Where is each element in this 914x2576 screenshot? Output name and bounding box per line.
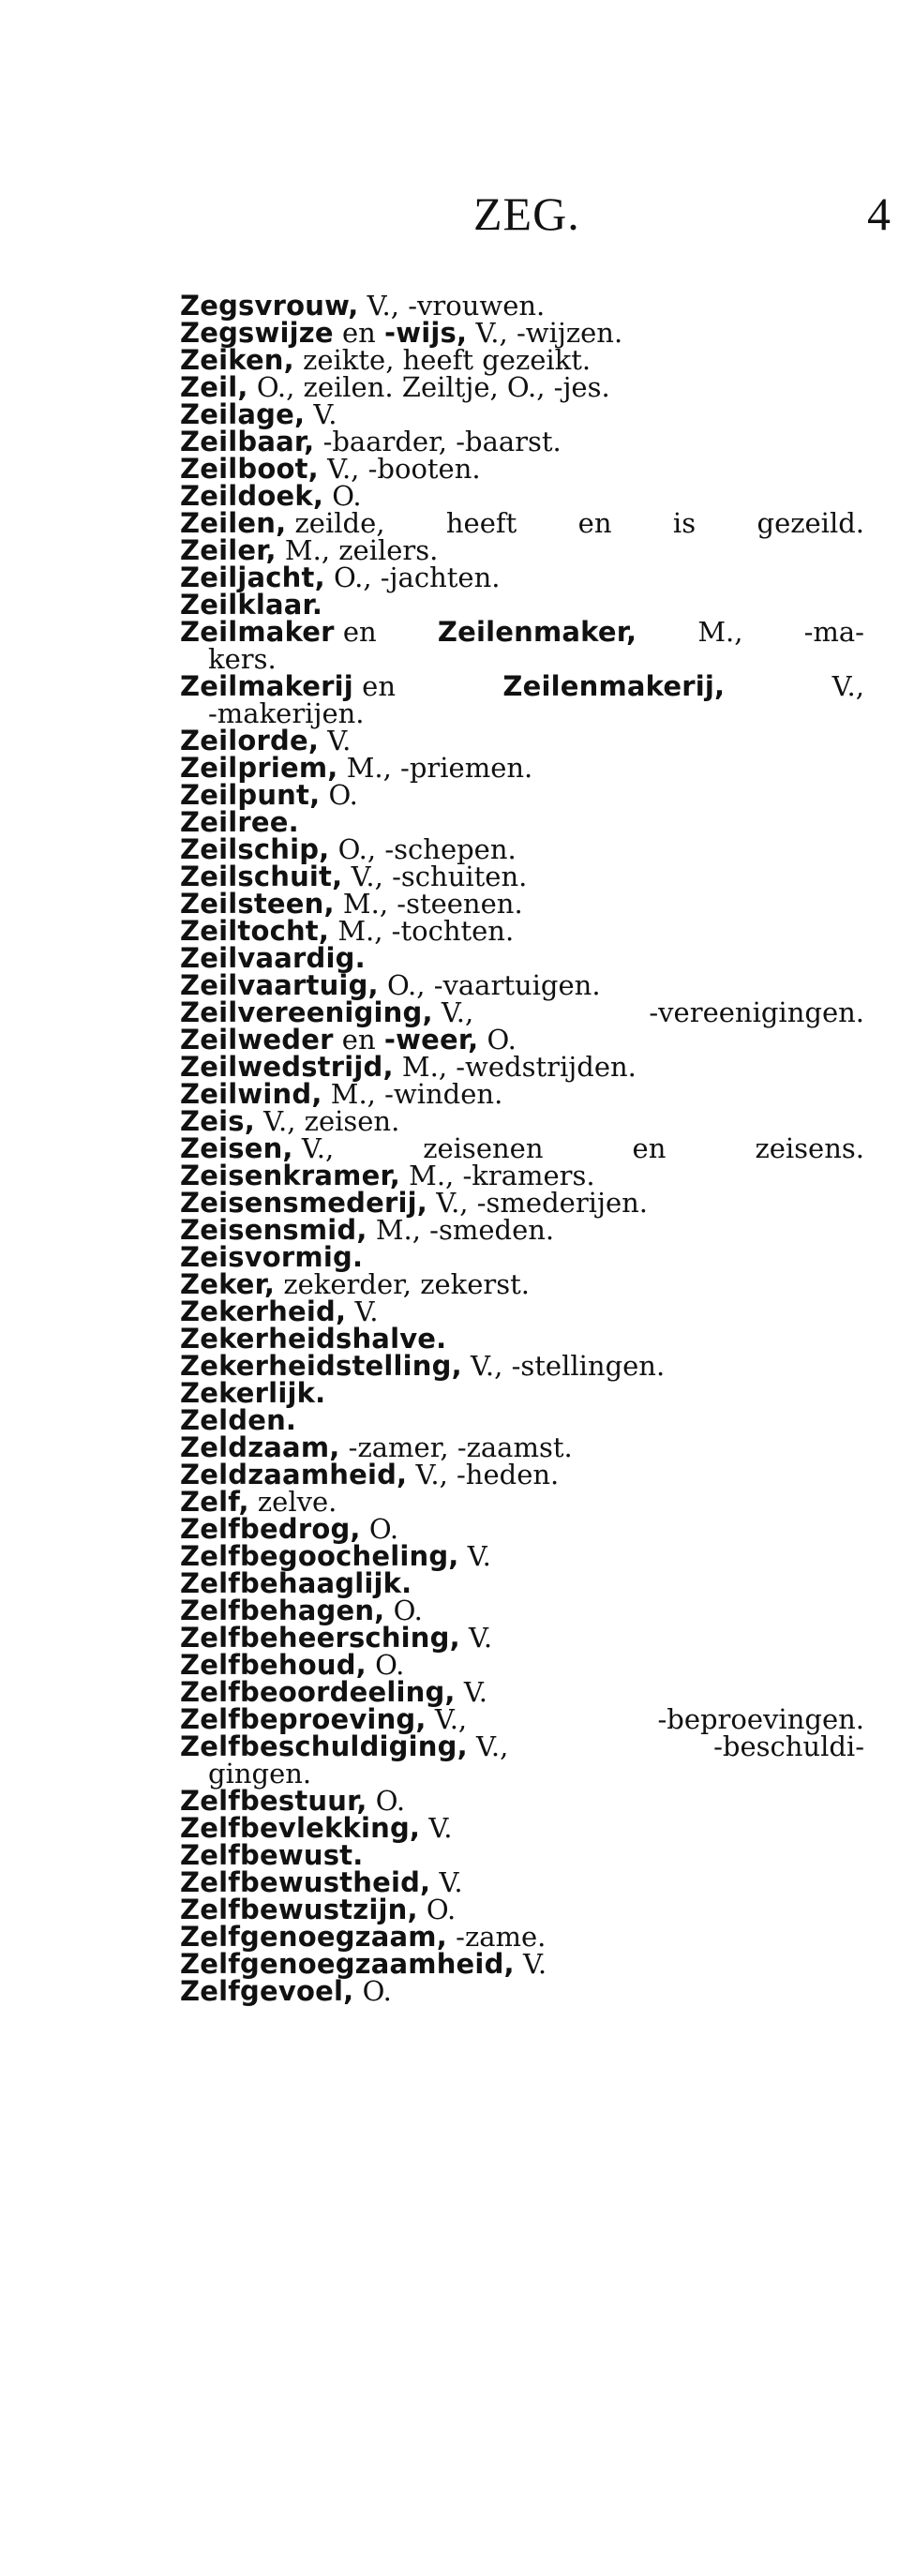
dictionary-entry xyxy=(180,727,864,755)
dictionary-entry xyxy=(180,480,864,512)
dictionary-entry xyxy=(180,1187,864,1219)
entry-text: V., -heden. xyxy=(415,1459,560,1490)
entry-continuation xyxy=(180,1760,864,1788)
headword: Zeisensmederij, xyxy=(180,1187,427,1219)
entry-word: V., xyxy=(301,1132,335,1164)
entry-text: M., -winden. xyxy=(330,1078,503,1110)
headword: Zeilenmakerij, xyxy=(502,670,726,702)
dictionary-entry xyxy=(180,1105,864,1137)
entry-text: en xyxy=(341,317,376,349)
headword: Zeiljacht, xyxy=(180,562,325,593)
dictionary-entry xyxy=(180,564,864,592)
headword: Zeilorde, xyxy=(180,725,320,756)
headword: Zeiltocht, xyxy=(180,915,330,947)
headword: Zeilvaartuig, xyxy=(180,969,379,1001)
dictionary-entry xyxy=(180,1676,864,1708)
entry-lead xyxy=(180,616,377,648)
headword: Zeldzaam, xyxy=(180,1431,340,1463)
entry-text: -zamer, -zaamst. xyxy=(348,1431,573,1463)
dictionary-entry xyxy=(180,1162,864,1190)
entry-text: O. xyxy=(375,1785,406,1817)
headword: Zeilsteen, xyxy=(180,888,335,920)
entry-text: V. xyxy=(522,1948,547,1980)
dictionary-entry xyxy=(180,371,864,403)
entry-word: is xyxy=(672,507,697,539)
entry-text: M., -wedstrijden. xyxy=(401,1051,637,1083)
entry-word: V., xyxy=(441,996,474,1028)
headword: Zekerlijk. xyxy=(180,1377,326,1409)
dictionary-entry xyxy=(180,292,864,320)
entry-text: O. xyxy=(362,1975,392,2007)
dictionary-entry xyxy=(180,1975,864,2007)
entry-lead xyxy=(180,670,396,702)
entry-text: O. xyxy=(426,1894,457,1925)
headword: Zelfbevlekking, xyxy=(180,1812,421,1844)
entry-text: O. xyxy=(487,1024,517,1056)
dictionary-entry xyxy=(180,428,864,456)
entry-text: O. xyxy=(332,480,362,512)
entry-text: V. xyxy=(467,1540,491,1572)
dictionary-entry xyxy=(180,1622,864,1654)
dictionary-entry xyxy=(180,1649,864,1681)
entry-word: V., xyxy=(434,1703,468,1735)
entry-text: V. xyxy=(354,1295,379,1327)
headword: Zeilwedstrijd, xyxy=(180,1051,394,1083)
headword: Zeiler, xyxy=(180,534,277,566)
headword: Zelfbestuur, xyxy=(180,1785,367,1817)
dictionary-entry xyxy=(180,1051,864,1083)
entry-word: V., xyxy=(476,1730,509,1762)
dictionary-entry xyxy=(180,507,864,539)
entry-text: V. xyxy=(327,725,352,756)
entry-text: V. xyxy=(463,1676,487,1708)
dictionary-entry xyxy=(180,1404,864,1436)
dictionary-entry xyxy=(180,1377,864,1409)
headword: Zeilmaker xyxy=(180,616,335,648)
headword: Zelfbegoocheling, xyxy=(180,1540,459,1572)
dictionary-entry xyxy=(180,969,864,1001)
entry-text: M., -tochten. xyxy=(337,915,515,947)
headword: -wijs, xyxy=(384,317,468,349)
entry-word: M., xyxy=(697,616,743,648)
entry-text: V., -smederijen. xyxy=(436,1187,649,1219)
dictionary-entry xyxy=(180,942,864,974)
headword: Zeisvormig. xyxy=(180,1241,364,1273)
headword: Zeilboot, xyxy=(180,453,319,485)
entry-text: V. xyxy=(439,1866,463,1898)
page-header xyxy=(0,186,914,242)
entry-text: M., zeilers. xyxy=(284,534,439,566)
headword: Zeilvaardig. xyxy=(180,942,366,974)
headword: Zeldzaamheid, xyxy=(180,1459,408,1490)
dictionary-entry xyxy=(180,1866,864,1898)
headword: Zeilklaar. xyxy=(180,589,323,621)
dictionary-entry xyxy=(180,1785,864,1817)
headword: Zeiken, xyxy=(180,344,294,376)
dictionary-entry xyxy=(180,1431,864,1463)
headword: Zeilage, xyxy=(180,398,306,430)
entry-text: V., -booten. xyxy=(327,453,481,485)
entry-text: M., -kramers. xyxy=(409,1160,595,1191)
headword: Zelfgenoegzaam, xyxy=(180,1921,447,1953)
headword: Zeilen, xyxy=(180,507,287,539)
entry-text: M., -steenen. xyxy=(342,888,523,920)
entry-word: -vereenigingen. xyxy=(649,996,864,1028)
headword: Zelfgenoegzaamheid, xyxy=(180,1948,515,1980)
headword: Zeilenmaker, xyxy=(437,616,637,648)
headword: Zekerheidstelling, xyxy=(180,1350,462,1382)
entry-text: V. xyxy=(428,1812,453,1844)
entry-text: O., -schepen. xyxy=(337,833,517,865)
dictionary-entry xyxy=(180,1730,864,1762)
entry-lead xyxy=(180,1132,335,1164)
dictionary-entry xyxy=(180,344,864,376)
headword: Zegsvrouw, xyxy=(180,290,359,322)
headword: Zeis, xyxy=(180,1105,255,1137)
headword: Zeisen, xyxy=(180,1132,293,1164)
headword: Zelfbehaaglijk. xyxy=(180,1567,412,1599)
headword: Zelfbehagen, xyxy=(180,1595,385,1626)
dictionary-entry xyxy=(180,616,864,648)
entry-word: zeilde, xyxy=(294,507,385,539)
headword: Zeilree. xyxy=(180,806,299,838)
headword: Zeilpunt, xyxy=(180,779,321,811)
entry-text: V., -vrouwen. xyxy=(367,290,546,322)
entry-lead xyxy=(180,996,474,1028)
headword: Zelf, xyxy=(180,1486,249,1518)
entry-lead xyxy=(180,1730,509,1762)
headword: Zelfbeoordeeling, xyxy=(180,1676,456,1708)
entry-word: -beproevingen. xyxy=(657,1703,864,1735)
entry-text: V., -schuiten. xyxy=(351,861,528,892)
headword: Zelfbewustheid, xyxy=(180,1866,431,1898)
dictionary-entry xyxy=(180,996,864,1028)
headword: Zelfbeproeving, xyxy=(180,1703,427,1735)
headword: Zelfbewustzijn, xyxy=(180,1894,418,1925)
page-number: 4 xyxy=(867,187,891,240)
headword: Zekerheidshalve. xyxy=(180,1323,447,1355)
dictionary-entry xyxy=(180,833,864,865)
entry-text: O. xyxy=(375,1649,405,1681)
dictionary-entry xyxy=(180,1026,864,1054)
headword: Zelfbeschuldiging, xyxy=(180,1730,468,1762)
dictionary-entry xyxy=(180,1486,864,1518)
entry-lead xyxy=(180,507,385,539)
entry-text: V. xyxy=(313,398,337,430)
dictionary-entry-list xyxy=(180,292,864,2005)
headword: Zeildoek, xyxy=(180,480,324,512)
dictionary-entry xyxy=(180,1812,864,1844)
dictionary-entry xyxy=(180,863,864,891)
continuation-text: kers. xyxy=(208,643,277,675)
headword: Zelfbewust. xyxy=(180,1839,364,1871)
entry-word: -ma- xyxy=(803,616,864,648)
entry-text: V. xyxy=(469,1622,493,1654)
entry-text: -zame. xyxy=(456,1921,547,1953)
dictionary-entry xyxy=(180,888,864,920)
headword: Zegswijze xyxy=(180,317,334,349)
headword: Zeisenkramer, xyxy=(180,1160,400,1191)
dictionary-entry xyxy=(180,915,864,947)
entry-word: gezeild. xyxy=(757,507,864,539)
dictionary-entry xyxy=(180,1513,864,1545)
dictionary-entry xyxy=(180,589,864,621)
entry-word: en xyxy=(362,670,396,702)
headword: Zekerheid, xyxy=(180,1295,347,1327)
entry-text: V., -wijzen. xyxy=(475,317,623,349)
entry-text: M., -priemen. xyxy=(346,752,533,784)
entry-continuation xyxy=(180,643,864,675)
entry-text: O., -jachten. xyxy=(334,562,501,593)
headword: Zeilvereeniging, xyxy=(180,996,433,1028)
dictionary-entry xyxy=(180,1214,864,1246)
dictionary-entry xyxy=(180,670,864,702)
continuation-text: -makerijen. xyxy=(208,697,365,729)
dictionary-entry xyxy=(180,1921,864,1953)
dictionary-entry xyxy=(180,1132,864,1164)
headword: Zeilweder xyxy=(180,1024,334,1056)
dictionary-entry xyxy=(180,1703,864,1735)
entry-text: en xyxy=(341,1024,376,1056)
entry-text: O. xyxy=(368,1513,399,1545)
dictionary-entry xyxy=(180,534,864,566)
dictionary-entry xyxy=(180,1078,864,1110)
headword: Zelden. xyxy=(180,1404,297,1436)
headword: Zelfbehoud, xyxy=(180,1649,367,1681)
entry-word: en xyxy=(342,616,377,648)
dictionary-entry xyxy=(180,1350,864,1382)
dictionary-entry xyxy=(180,752,864,784)
dictionary-entry xyxy=(180,1325,864,1353)
dictionary-entry xyxy=(180,1896,864,1924)
dictionary-entry xyxy=(180,453,864,485)
headword: Zeilbaar, xyxy=(180,426,315,457)
headword: Zelfbeheersching, xyxy=(180,1622,460,1654)
running-head: ZEG. xyxy=(473,187,580,240)
dictionary-entry xyxy=(180,1241,864,1273)
entry-text: O., zeilen. Zeiltje, O., -jes. xyxy=(256,371,610,403)
dictionary-entry xyxy=(180,1461,864,1489)
entry-continuation xyxy=(180,697,864,729)
dictionary-entry xyxy=(180,1295,864,1327)
dictionary-entry xyxy=(180,398,864,430)
dictionary-entry xyxy=(180,317,864,349)
headword: Zeilschip, xyxy=(180,833,330,865)
entry-text: O., -vaartuigen. xyxy=(386,969,601,1001)
entry-text: zeikte, heeft gezeikt. xyxy=(303,344,592,376)
headword: Zeilwind, xyxy=(180,1078,322,1110)
headword: Zeil, xyxy=(180,371,248,403)
dictionary-entry xyxy=(180,806,864,838)
headword: -weer, xyxy=(383,1024,479,1056)
headword: Zeker, xyxy=(180,1268,276,1300)
headword: Zeilmakerij xyxy=(180,670,353,702)
entry-text: zekerder, zekerst. xyxy=(283,1268,531,1300)
headword: Zeilpriem, xyxy=(180,752,338,784)
dictionary-entry xyxy=(180,1540,864,1572)
dictionary-entry xyxy=(180,1268,864,1300)
entry-word: zeisenen xyxy=(423,1132,544,1164)
headword: Zeisensmid, xyxy=(180,1214,367,1246)
entry-word: en xyxy=(577,507,612,539)
entry-text: zelve. xyxy=(257,1486,337,1518)
dictionary-entry xyxy=(180,779,864,811)
entry-word: zeisens. xyxy=(755,1132,864,1164)
entry-text: -baarder, -baarst. xyxy=(322,426,562,457)
dictionary-entry xyxy=(180,1948,864,1980)
entry-text: V., -stellingen. xyxy=(471,1350,666,1382)
entry-text: O. xyxy=(393,1595,423,1626)
dictionary-entry xyxy=(180,1839,864,1871)
entry-text: O. xyxy=(328,779,358,811)
dictionary-entry xyxy=(180,1567,864,1599)
entry-word: en xyxy=(632,1132,667,1164)
entry-text: M., -smeden. xyxy=(375,1214,555,1246)
dictionary-entry xyxy=(180,1597,864,1625)
headword: Zeilschuit, xyxy=(180,861,343,892)
continuation-text: gingen. xyxy=(208,1758,312,1790)
entry-word: -beschuldi- xyxy=(713,1730,864,1762)
entry-word: V., xyxy=(832,670,864,702)
headword: Zelfgevoel, xyxy=(180,1975,354,2007)
entry-lead xyxy=(180,1703,468,1735)
headword: Zelfbedrog, xyxy=(180,1513,361,1545)
entry-word: heeft xyxy=(445,507,517,539)
entry-text: V., zeisen. xyxy=(263,1105,400,1137)
